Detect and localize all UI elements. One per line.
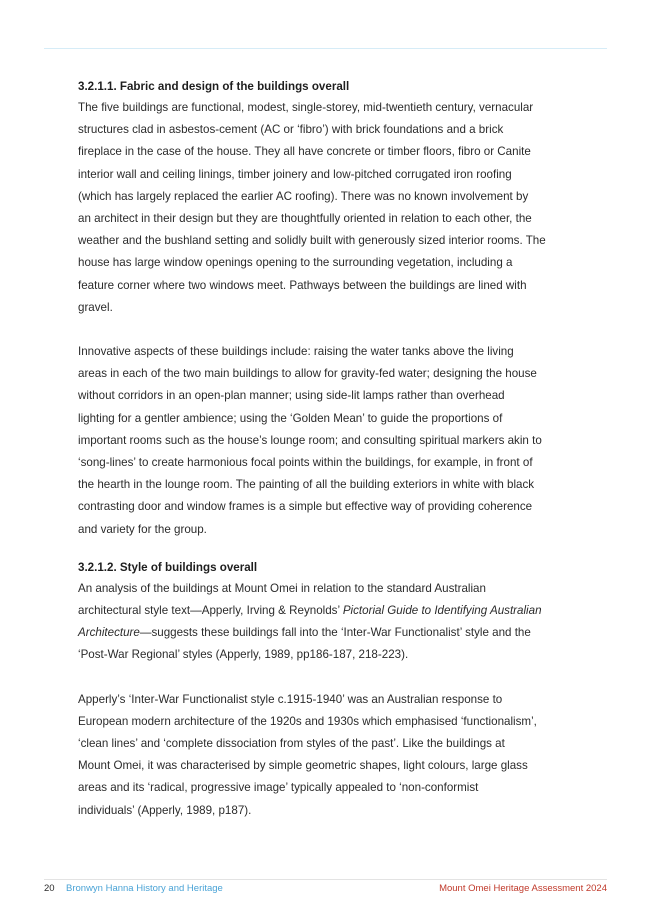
text-line: the hearth in the lounge room. The painting of all the building exteriors in white with black: [78, 478, 535, 492]
section-heading-fabric: 3.2.1.1. Fabric and design of the buildings overall: [78, 80, 350, 93]
text-line: ‘song-lines’ to create harmonious focal points within the buildings, for example, in front of: [78, 456, 533, 470]
text-line: architectural style text—Apperly, Irving & Reynolds’: [78, 604, 343, 618]
text-line: The five buildings are functional, modest, single-storey, mid-twentieth century, vernacular: [78, 101, 534, 114]
organisation-name: Bronwyn Hanna History and Heritage: [66, 883, 223, 894]
text-line: an architect in their design but they are thoughtfully oriented in relation to each other, the: [78, 212, 532, 226]
text-line: areas and its ‘radical, progressive image’ typically appealed to ‘non-conformist: [78, 781, 479, 795]
document-body: [78, 76, 613, 822]
text-line: Apperly’s ‘Inter-War Functionalist style c.1915-1940’ was an Australian response to: [78, 692, 503, 706]
text-line: individuals’ (Apperly, 1989, p187).: [78, 803, 252, 817]
paragraph-innovative: [78, 341, 613, 541]
text-line: fireplace in the case of the house. They all have concrete or timber floors, fibro or Canite: [78, 145, 531, 159]
text-line: interior wall and ceiling linings, timber joinery and low-pitched corrugated iron roofing: [78, 167, 512, 181]
paragraph-inter-war: [78, 689, 613, 822]
text-line: contrasting door and window frames is a simple but effective way of providing coherence: [78, 500, 533, 514]
section-heading-style: 3.2.1.2. Style of buildings overall: [78, 560, 258, 574]
paragraph-style-analysis: [78, 578, 613, 667]
book-title-italic: Pictorial Guide to Identifying Australian: [342, 604, 542, 618]
text-line: areas in each of the two main buildings to allow for gravity-fed water; designing the house: [78, 367, 537, 381]
text-line: Innovative aspects of these buildings include: raising the water tanks above the living: [78, 345, 514, 359]
text-line: Mount Omei, it was characterised by simple geometric shapes, light colours, large glass: [78, 759, 528, 773]
text-line: feature corner where two windows meet. Pathways between the buildings are lined with: [78, 278, 527, 292]
text-line: gravel.: [78, 300, 113, 314]
text-line: An analysis of the buildings at Mount Omei in relation to the standard Australian: [78, 581, 486, 595]
footer-rule: [44, 879, 607, 880]
text-line: lighting for a gentler ambience; using the ‘Golden Mean’ to guide the proportions of: [78, 411, 503, 425]
text-line: weather and the bushland setting and solidly built with generously sized interior rooms. The: [78, 234, 546, 248]
text-line: structures clad in asbestos-cement (AC or ‘fibro’) with brick foundations and a brick: [78, 123, 504, 137]
document-title: Mount Omei Heritage Assessment 2024: [439, 883, 607, 894]
text-line: house has large window openings opening to the surrounding vegetation, including a: [78, 256, 513, 270]
book-title-italic: Architecture: [78, 626, 140, 640]
text-line: European modern architecture of the 1920s and 1930s which emphasised ‘functionalism’,: [78, 714, 537, 728]
text-line: —suggests these buildings fall into the ‘Inter-War Functionalist’ style and the: [139, 626, 531, 640]
header-rule: [44, 48, 607, 49]
text-line: without corridors in an open-plan manner; using side-lit lamps rather than overhead: [78, 389, 505, 403]
text-line: important rooms such as the house’s lounge room; and consulting spiritual markers akin to: [78, 433, 542, 447]
text-line: ‘Post-War Regional’ styles (Apperly, 1989, pp186-187, 218-223).: [78, 648, 409, 662]
text-line: (which has largely replaced the earlier AC roofing). There was no known involvement by: [78, 189, 529, 203]
text-line: ‘clean lines’ and ‘complete dissociation from styles of the past’. Like the buildings at: [78, 737, 505, 751]
page-number: 20: [44, 883, 55, 894]
paragraph-fabric: [78, 97, 613, 319]
text-line: and variety for the group.: [78, 522, 207, 536]
